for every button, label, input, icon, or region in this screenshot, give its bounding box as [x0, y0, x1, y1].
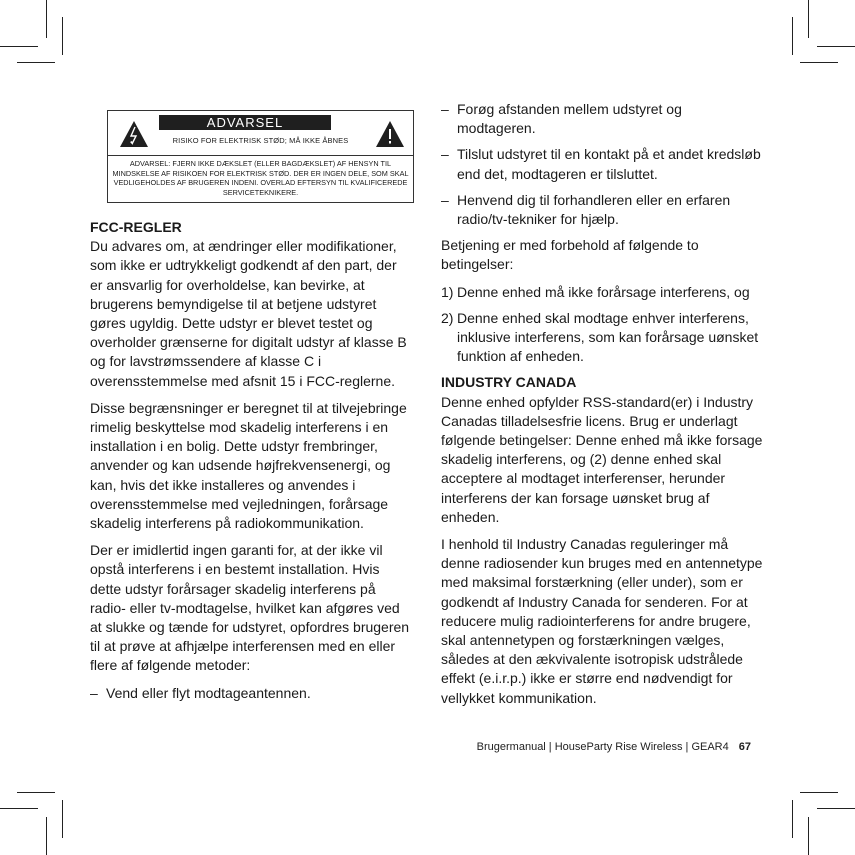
list-item-text: Tilslut udstyret til en kontakt på et andet kredsløb end det, modtageren er tilsluttet. [457, 146, 761, 182]
number-marker: 2) [441, 309, 454, 326]
fcc-heading: FCC-REGLER [90, 219, 182, 235]
dash-marker: – [90, 684, 98, 701]
crop-mark [62, 17, 63, 55]
crop-mark [0, 808, 38, 809]
dash-marker: – [441, 191, 449, 208]
paragraph: Der er imidlertid ingen garanti for, at der ikke vil opstå interferens i en bestemt installation. Hvis dette udstyr forårsager skadelig interferens på radio- eller tv-modtagelse, hvilket kan afgøres ved at slukke og tænde for udstyret, opfordres brugeren til at prøve at afhjælpe interferensen med en eller flere af følgende metoder: [90, 542, 410, 674]
dash-marker: – [441, 146, 449, 163]
paragraph: Betjening er med forbehold af følgende to betingelser: [441, 237, 699, 273]
footer-text: Brugermanual | HouseParty Rise Wireless | GEAR4 [476, 741, 729, 753]
warning-box [107, 110, 414, 203]
list-item [90, 684, 412, 703]
right-column [441, 100, 763, 716]
numbered-item [441, 283, 763, 302]
number-marker: 1) [441, 283, 454, 300]
list-item-text: Vend eller flyt modtageantennen. [106, 684, 311, 701]
page-footer [477, 740, 751, 754]
crop-mark [800, 792, 838, 793]
list-item-text: Forøg afstanden mellem udstyret og modtageren. [457, 101, 682, 137]
numbered-item-text: Denne enhed må ikke forårsage interferens, og [457, 283, 750, 300]
crop-mark [46, 0, 47, 38]
crop-mark [800, 62, 838, 63]
crop-mark [0, 46, 38, 47]
numbered-item [441, 309, 763, 367]
list-item [441, 191, 763, 229]
list-item-text: Henvend dig til forhandleren eller en erfaren radio/tv-tekniker for hjælp. [457, 191, 731, 228]
exclamation-warning-icon [375, 120, 405, 148]
crop-mark [817, 808, 855, 809]
crop-mark [792, 800, 793, 838]
crop-mark [17, 792, 55, 793]
numbered-item-text: Denne enhed skal modtage enhver interferens, inklusive interferens, som kan forårsage uønsket funktion af enheden. [457, 309, 759, 365]
paragraph: Du advares om, at ændringer eller modifikationer, som ikke er udtrykkeligt godkendt af den part, der er ansvarlig for overholdelse, kan bevirke, at brugerens bemyndigelse til at betjene udstyret gøres ugyldig. Dette udstyr er blevet testet og overholder grænserne for digitalt udstyr af klasse B og for lavstrømssendere af klasse C i overensstemmelse med afsnit 15 i FCC-reglerne. [90, 238, 407, 389]
electric-shock-warning-icon [119, 120, 149, 148]
paragraph: Denne enhed opfylder RSS-standard(er) i Industry Canadas tilladelsesfrie licens. Brug er underlagt følgende betingelser: Denne enhed må ikke forsage skadelig interferens, og (2) denne enhed skal acceptere al modtaget interferenser, herunder interferens der kan forsage uønsket brug af enheden. [441, 393, 763, 525]
warning-body: ADVARSEL: FJERN IKKE DÆKSLET (ELLER BAGDÆKSLET) AF HENSYN TIL MINDSKELSE AF RISIKOEN FOR ELEKTRISK STØD. DER ER INGEN DELE, SOM SKAL VEDLIGEHOLDES AF BRUGEREN INDENI. OVERLAD EFTERSYN TIL KVALIFICEREDE SERVICETEKNIKERE. [112, 159, 409, 197]
warning-subtitle: RISIKO FOR ELEKTRISK STØD; MÅ IKKE ÅBNES [172, 136, 349, 145]
warning-header: ADVARSEL [159, 115, 331, 130]
crop-mark [808, 817, 809, 855]
crop-mark [17, 62, 55, 63]
paragraph: I henhold til Industry Canadas reguleringer må denne radiosender kun bruges med en antennetype med maksimal forstærkning (eller under), som er godkendt af Industry Canada for senderen. For at reducere mulig radiointerferens for andre brugere, skal antennetypen og forstærkningen vælges, således at den ækvivalente isotropisk udstrålede effekt (e.i.r.p.) ikke er større end nødvendigt for vellykket kommunikation. [441, 536, 763, 706]
crop-mark [792, 17, 793, 55]
paragraph: Disse begrænsninger er beregnet til at tilvejebringe rimelig beskyttelse mod skadelig interferens i en installation i en bolig. Dette udstyr frembringer, anvender og kan udsende højfrekvensenergi, og kan, hvis det ikke installeres og anvendes i overensstemmelse med vejledningen, forårsage skadelig interferens på radiokommunikation. [90, 399, 407, 532]
left-column [90, 218, 412, 710]
dash-marker: – [441, 101, 449, 117]
crop-mark [808, 0, 809, 38]
crop-mark [46, 817, 47, 855]
list-item [441, 100, 763, 138]
page-number: 67 [738, 741, 751, 753]
crop-mark [817, 46, 855, 47]
crop-mark [62, 800, 63, 838]
industry-canada-heading: INDUSTRY CANADA [441, 374, 577, 391]
list-item [441, 145, 763, 183]
warning-top-row [108, 111, 413, 156]
